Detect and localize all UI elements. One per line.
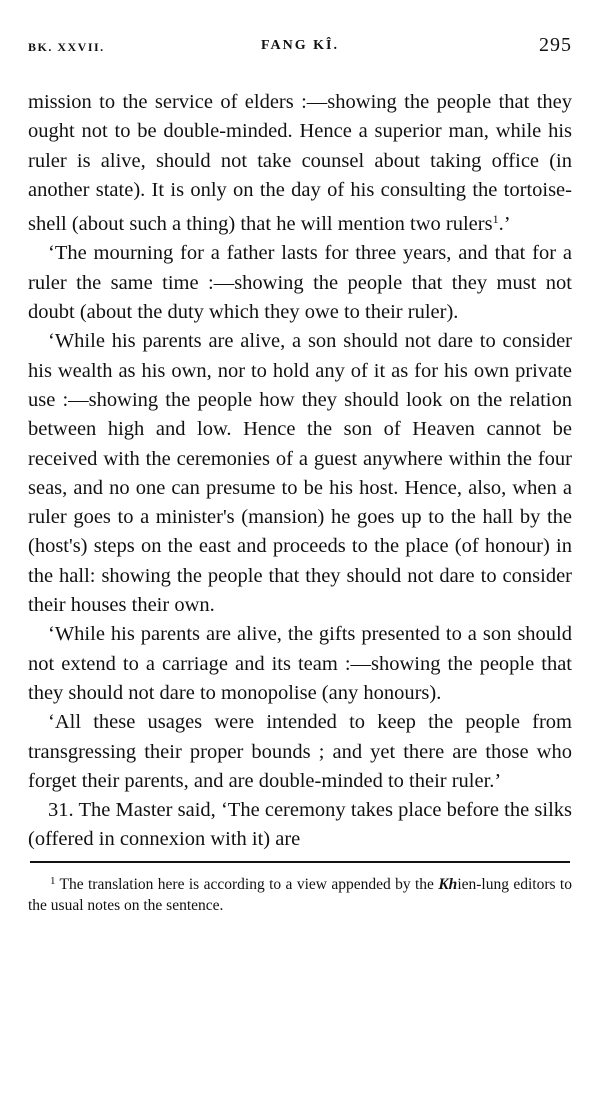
footnote-reference[interactable]: 1 xyxy=(492,212,499,227)
footnote-text-before: The translation here is according to a view appended by the xyxy=(59,875,439,893)
paragraph-6: 31. The Master said, ‘The ceremony takes place before the silks (offered in connexion with it) are xyxy=(28,799,572,851)
book-page xyxy=(28,30,572,1080)
body-text xyxy=(28,88,572,855)
footnote-kh: Kh xyxy=(438,875,458,893)
footnote-rule xyxy=(30,861,570,863)
paragraph-4: ‘While his parents are alive, the gifts presented to a son should not extend to a carriage and its team :—showing the people that they should not dare to monopolise (any honours). xyxy=(28,623,572,704)
footnote-mark: 1 xyxy=(50,874,56,887)
footnote-text-after: ien-lung editors to the usual notes on the sentence. xyxy=(28,875,572,914)
paragraph-1-end: .’ xyxy=(498,213,511,236)
page-number: 295 xyxy=(539,34,572,56)
paragraph-3: ‘While his parents are alive, a son should not dare to consider his wealth as his own, nor to hold any of it as for his own private use :—showing the people how they should look on the relation between high and low. Hence the son of Heaven cannot be received with the ceremonies of a guest anywhere within the four seas, and no one can presume to be his host. Hence, also, when a ruler goes to a minister's (mansion) he goes up to the hall by the (host's) steps on the east and proceeds to the place (of honour) in the hall: showing the people that they should not dare to consider their houses their own. xyxy=(28,330,572,617)
paragraph-1 xyxy=(28,88,572,239)
paragraph-1-text: mission to the service of elders :—showing the people that they ought not to be double-minded. Hence a superior man, while his ruler is alive, should not take counsel about taking office (in another state). It is only on the day of his consulting the tortoise-shell (about such a thing) that he will mention two rulers xyxy=(28,91,572,236)
paragraph-2: ‘The mourning for a father lasts for three years, and that for a ruler the same time :—showing the people that they must not doubt (about the duty which they owe to their ruler). xyxy=(28,242,572,324)
footnote xyxy=(28,871,572,916)
book-number: BK. XXVII. xyxy=(28,40,105,54)
paragraph-5: ‘All these usages were intended to keep the people from transgressing their proper bounds ; and yet there are those who forget their parents, and are double-minded to their ruler.’ xyxy=(28,711,572,792)
section-title: FANG KÎ. xyxy=(261,38,339,53)
running-header xyxy=(28,30,572,66)
